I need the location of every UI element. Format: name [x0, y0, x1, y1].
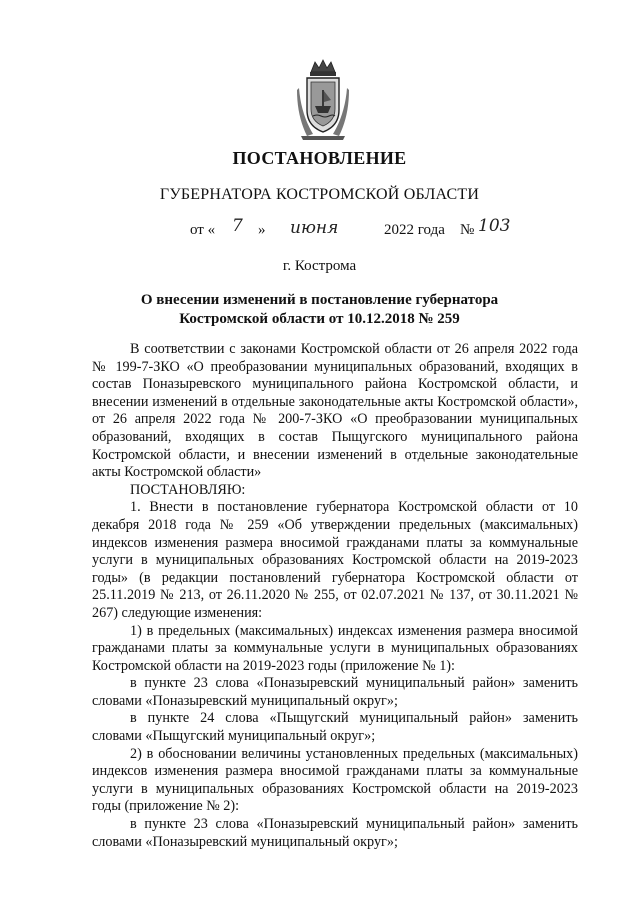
date-year: 2022 года — [384, 222, 445, 238]
date-month: июня — [290, 218, 339, 238]
paragraph-item-1: 1. Внести в постановление губернатора Костромской области от 10 декабря 2018 года № 259 «Об утверждении предельных (максимальных) индексов изменения размера вносимой гражданами платы за коммунальные услуги в муниципальных образованиях Костромской области на 2019-2023 годы» (в редакции постановлений губернатора Костромской области от 25.11.2019 № 213, от 26.11.2020 № 255, от 02.07.2021 № 137, от 30.11.2021 № 267) следующие изменения: — [92, 499, 578, 621]
heading-line-1: О внесении изменений в постановление губернатора — [140, 292, 499, 308]
date-mid: » — [258, 222, 266, 238]
date-prefix: от « — [190, 222, 216, 238]
city-line: г. Кострома — [282, 258, 357, 274]
document-heading — [100, 291, 539, 329]
paragraph-point-24: в пункте 24 слова «Пыщугский муниципальный район» заменить словами «Пыщугский муниципальный округ»; — [92, 710, 578, 745]
heading-line-2: Костромской области от 10.12.2018 № 259 — [179, 311, 460, 327]
paragraph-subitem-2: 2) в обосновании величины установленных предельных (максимальных) индексов изменения размера вносимой гражданами платы за коммунальные услуги в муниципальных образованиях Костромской области на 2019-2023 годы (приложение № 2): — [92, 745, 578, 815]
kostroma-coat-of-arms-icon — [295, 58, 351, 142]
document-title: ПОСТАНОВЛЕНИЕ — [232, 148, 407, 168]
paragraph-point-23-b: в пункте 23 слова «Поназыревский муниципальный район» заменить словами «Поназыревский муниципальный округ»; — [92, 816, 578, 850]
paragraph-decree: ПОСТАНОВЛЯЮ: — [130, 481, 246, 498]
issuer-title: ГУБЕРНАТОРА КОСТРОМСКОЙ ОБЛАСТИ — [159, 186, 480, 203]
paragraph-subitem-1: 1) в предельных (максимальных) индексах изменения размера вносимой гражданами платы за коммунальные услуги в муниципальных образованиях Костромской области на 2019-2023 годы (приложение № 1): — [92, 622, 578, 674]
document-body — [92, 341, 578, 851]
document-number: 103 — [478, 216, 511, 236]
date-line — [190, 216, 530, 246]
number-label: № — [460, 222, 475, 238]
paragraph-preamble: В соответствии с законами Костромской области от 26 апреля 2022 года № 199-7-ЗКО «О преобразовании муниципальных образований, входящих в состав Поназыревского муниципального района Костромской области, и внесении изменений в отдельные законодательные акты Костромской области», от 26 апреля 2022 года № 200-7-ЗКО «О преобразовании муниципальных образований, входящих в состав Пыщугского муниципального района Костромской области, и внесении изменений в отдельные законодательные акты Костромской области» — [92, 341, 578, 481]
date-day: 7 — [232, 216, 243, 236]
paragraph-point-23: в пункте 23 слова «Поназыревский муниципальный район» заменить словами «Поназыревский муниципальный округ»; — [92, 675, 578, 709]
